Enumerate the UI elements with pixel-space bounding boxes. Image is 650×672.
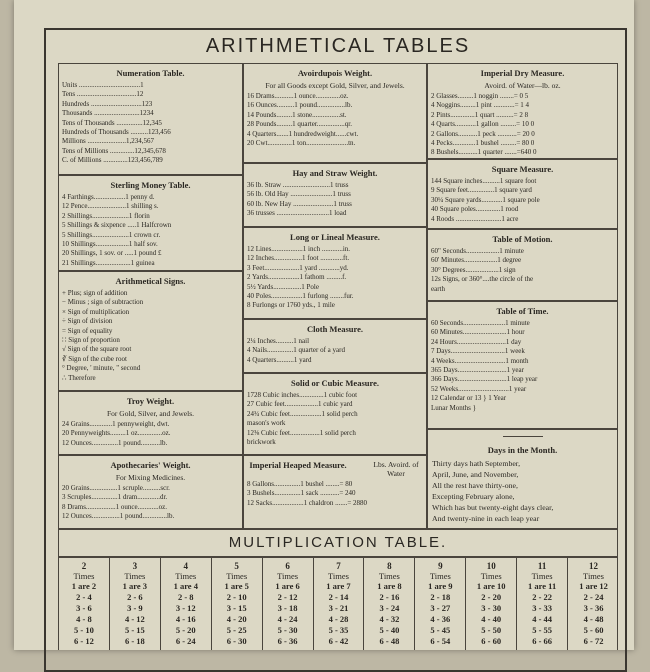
multiplication-row: 1 are 3 — [122, 581, 148, 591]
table-row: 28 Pounds.........1 quarter................qr. — [247, 120, 352, 129]
multiplication-column — [110, 558, 161, 650]
avoirdupois-table — [243, 63, 427, 163]
table-row: 8 Drams.................1 ounce............oz. — [62, 502, 167, 511]
multiplication-row: 2 - 24 — [583, 592, 604, 602]
multiplication-row: 3 - 21 — [328, 603, 349, 613]
apothecaries-rows — [59, 484, 242, 522]
solid-table — [243, 373, 427, 455]
multiplication-column-number: 3 — [132, 561, 138, 571]
motion-heading: Table of Motion. — [492, 234, 553, 244]
multiplication-row: 6 - 24 — [175, 636, 196, 646]
multiplication-column-number: 7 — [336, 561, 341, 571]
multiplication-column-number: 11 — [537, 561, 547, 571]
square-rows — [428, 177, 617, 224]
table-row: mason's work — [247, 419, 286, 428]
table-row: Tens of Millions ..............12,345,678 — [62, 146, 166, 155]
time-heading: Table of Time. — [496, 306, 549, 316]
table-row: 2 Shillings.....................1 florin — [62, 211, 150, 220]
table-row: Excepting February alone, — [432, 492, 515, 501]
multiplication-row: 2 - 12 — [277, 592, 298, 602]
multiplication-row: 6 - 48 — [379, 636, 400, 646]
troy-table — [58, 391, 243, 455]
table-row: Tens of Thousands ...............12,345 — [62, 118, 162, 127]
multiplication-times-label: Times — [583, 571, 604, 581]
multiplication-column — [263, 558, 314, 650]
table-row: 4 Roods ..........................1 acre — [431, 214, 519, 223]
multiplication-row: 3 - 9 — [127, 603, 143, 613]
table-row: Tens ..................................12 — [62, 90, 144, 99]
multiplication-row: 5 - 50 — [481, 625, 502, 635]
dry-sub: Avoird. of Water—lb. oz. — [484, 81, 561, 90]
table-row: 4 Nails...............1 quarter of a yard — [247, 346, 345, 355]
table-row: 30° Degrees...................1 sign — [431, 265, 516, 274]
apothecaries-heading: Apothecaries' Weight. — [110, 460, 191, 470]
table-row: 24 Grains.............1 pennyweight, dwt. — [62, 420, 170, 428]
cloth-heading: Cloth Measure. — [306, 324, 364, 334]
table-row: 12 Sacks..................1 chaldron .......= 2880 — [247, 498, 368, 507]
troy-rows — [59, 420, 242, 448]
table-row: 20 Cwt..............1 ton........................tn. — [247, 139, 356, 148]
table-row: 3 Feet....................1 yard ............yd. — [247, 263, 349, 272]
multiplication-row: 4 - 32 — [379, 614, 400, 624]
multiplication-times-label: Times — [277, 571, 299, 581]
table-row: 56 lb. Old Hay ........................1 truss — [247, 190, 351, 199]
multiplication-row: 3 - 6 — [76, 603, 92, 613]
table-row: 3 Bushels...............1 sack ...........= 240 — [247, 489, 356, 498]
multiplication-row: 2 - 16 — [379, 592, 400, 602]
multiplication-row: 5 - 20 — [175, 625, 196, 635]
table-row: 40 Square poles..............1 rood — [431, 205, 519, 214]
multiplication-row: 1 are 6 — [275, 581, 300, 591]
table-row: + Plus; sign of addition — [62, 289, 128, 297]
table-row: 4 Weeks.............................1 month — [431, 356, 529, 365]
table-row: earth — [431, 284, 445, 293]
multiplication-row: 4 - 44 — [532, 614, 553, 624]
table-row: 4 Noggins.........1 pint ............= 1 4 — [431, 101, 530, 110]
multiplication-row: 4 - 20 — [226, 614, 247, 624]
table-row: brickwork — [247, 438, 276, 447]
table-row: 2 Pints..............1 quart ..........= 2 8 — [431, 110, 529, 119]
multiplication-row: 5 - 55 — [532, 625, 553, 635]
multiplication-row: 4 - 48 — [583, 614, 604, 624]
multiplication-column-number: 12 — [589, 561, 599, 571]
multiplication-row: 3 - 36 — [583, 603, 604, 613]
multiplication-column — [212, 558, 263, 650]
multiplication-row: 1 are 11 — [528, 581, 557, 591]
multiplication-title: MULTIPLICATION TABLE. — [228, 534, 448, 551]
time-table — [427, 301, 618, 429]
multiplication-row: 1 are 2 — [71, 581, 97, 591]
multiplication-row: 5 - 60 — [583, 625, 604, 635]
table-row: 5 Shillings & sixpence .....1 Halfcrown — [62, 221, 172, 230]
dry-table — [427, 63, 618, 159]
table-row: 365 Days............................1 year — [431, 366, 524, 375]
table-row: 12 Pence......................1 shilling s. — [62, 202, 159, 211]
table-row: 60 lb. New Hay .......................1 truss — [247, 199, 352, 208]
multiplication-row: 6 - 54 — [430, 636, 451, 646]
multiplication-row: 3 - 24 — [379, 603, 400, 613]
days-rows — [428, 458, 617, 524]
cloth-rows — [244, 337, 426, 365]
multiplication-row: 1 are 10 — [476, 581, 506, 591]
table-row: 27 Cubic feet...................1 cubic yard — [247, 400, 353, 409]
numeration-table — [58, 63, 243, 175]
table-row: 20 Grains................1 scruple..........scr. — [62, 484, 170, 492]
table-row: 10 Shillings...................1 half sov. — [62, 240, 158, 249]
table-row: 36 lb. Straw ...........................1 truss — [247, 181, 349, 189]
multiplication-column-number: 5 — [234, 561, 239, 571]
multiplication-row: 5 - 35 — [328, 625, 349, 635]
hay-rows — [244, 181, 426, 219]
multiplication-times-label: Times — [480, 571, 502, 581]
multiplication-times-label: Times — [429, 571, 451, 581]
multiplication-row: 6 - 30 — [226, 636, 247, 646]
multiplication-column-number: 6 — [285, 561, 290, 571]
multiplication-row: 3 - 27 — [430, 603, 451, 613]
multiplication-row: 1 are 8 — [377, 581, 402, 591]
heaped-rows — [244, 480, 426, 508]
table-row: √ Sign of the square root — [62, 345, 132, 354]
table-row: 52 Weeks.............................1 year — [431, 384, 527, 393]
sterling-heading: Sterling Money Table. — [110, 180, 191, 190]
signs-rows — [59, 289, 242, 383]
table-row: 2¼ Inches..........1 nail — [247, 337, 310, 345]
multiplication-column-number: 2 — [81, 561, 87, 571]
table-row: ∴ Therefore — [62, 373, 96, 382]
multiplication-row: 6 - 66 — [532, 636, 553, 646]
table-row: × Sign of multiplication — [62, 307, 130, 316]
table-row: ° Degree, ' minute, " second — [62, 364, 141, 373]
avoirdupois-rows — [244, 92, 426, 148]
multiplication-row: 3 - 15 — [226, 603, 247, 613]
multiplication-times-label: Times — [175, 571, 197, 581]
table-row: C. of Millions ..............123,456,789 — [62, 156, 163, 165]
table-row: 5 Shillings.....................1 crown cr. — [62, 230, 161, 239]
table-row: 12 Ounces...............1 pound...........lb. — [62, 438, 168, 447]
multiplication-column — [568, 558, 618, 650]
table-row: Hundreds of Thousands ..........123,456 — [62, 128, 171, 137]
sterling-rows — [59, 193, 242, 268]
table-row: 24 Hours............................1 day — [431, 337, 522, 346]
hay-heading: Hay and Straw Weight. — [292, 168, 378, 178]
table-row: All the rest have thirty-one, — [432, 481, 518, 490]
table-row: Hundreds .............................123 — [62, 99, 153, 108]
table-row: 60" Seconds...................1 minute — [431, 247, 524, 255]
multiplication-row: 3 - 33 — [532, 603, 553, 613]
multiplication-row: 5 - 40 — [379, 625, 400, 635]
table-row: 1728 Cubic inches..............1 cubic foot — [247, 391, 358, 399]
table-row: − Minus ; sign of subtraction — [62, 298, 144, 307]
table-row: 16 Ounces..........1 pound................lb. — [247, 101, 353, 110]
multiplication-row: 2 - 14 — [328, 592, 349, 602]
multiplication-row: 2 - 8 — [177, 592, 194, 602]
table-row: 366 Days............................1 leap year — [431, 375, 538, 384]
multiplication-times-label: Times — [226, 571, 248, 581]
multiplication-times-label: Times — [73, 571, 95, 581]
days-rule — [503, 436, 543, 437]
dry-heading: Imperial Dry Measure. — [480, 68, 565, 78]
troy-sub: For Gold, Silver, and Jewels. — [107, 409, 194, 418]
table-row: 12 Inches................1 foot .............ft. — [247, 254, 350, 263]
table-row: Thirty days hath September, — [432, 459, 521, 468]
multiplication-row: 4 - 36 — [430, 614, 451, 624]
table-row: 60 Seconds........................1 minute — [431, 319, 530, 327]
multiplication-row: 2 - 4 — [76, 592, 92, 602]
multiplication-row: 5 - 25 — [226, 625, 247, 635]
table-row: 144 Square inches..........1 square foot — [431, 177, 537, 185]
multiplication-row: 3 - 12 — [175, 603, 196, 613]
apothecaries-table — [58, 455, 243, 529]
table-row: 12⅜ Cubic feet.................1 solid perch — [247, 428, 356, 437]
solid-heading: Solid or Cubic Measure. — [291, 378, 379, 388]
table-row: 9 Square feet...............1 square yard — [431, 186, 532, 195]
table-row: = Sign of equality — [62, 326, 113, 335]
multiplication-row: 6 - 12 — [74, 636, 94, 646]
linear-heading: Long or Lineal Measure. — [290, 232, 380, 242]
square-table — [427, 159, 618, 229]
table-row: Millions ......................1,234,567 — [62, 137, 154, 146]
multiplication-row: 4 - 8 — [76, 614, 92, 624]
multiplication-row: 1 are 5 — [224, 581, 249, 591]
dry-rows — [428, 92, 617, 158]
linear-rows — [244, 245, 426, 311]
table-row: 60 Minutes.........................1 hour — [431, 328, 525, 337]
table-row: 24¾ Cubic feet..................1 solid perch — [247, 409, 358, 418]
table-row: 12 Ounces................1 pound..............lb. — [62, 512, 175, 521]
table-row: 4 Quarts............1 gallon .........= 10 0 — [431, 120, 535, 129]
table-row: 12s Signs, or 360°....the circle of the — [431, 275, 534, 284]
numeration-heading: Numeration Table. — [116, 68, 185, 78]
multiplication-row: 6 - 42 — [328, 636, 349, 646]
page-title-box — [58, 32, 618, 62]
table-row: 60' Minutes...................1 degree — [431, 256, 522, 265]
table-row: 16 Drams...........1 ounce..............oz. — [247, 92, 349, 100]
multiplication-column-number: 9 — [438, 561, 443, 571]
table-row: 4 Quarters.......1 hundredweight......cwt. — [247, 129, 359, 138]
multiplication-row: 1 are 4 — [173, 581, 198, 591]
table-row: And twenty-nine in each leap year — [432, 514, 540, 523]
multiplication-row: 6 - 18 — [124, 636, 145, 646]
table-row: ∛ Sign of the cube root — [62, 354, 127, 363]
multiplication-row: 1 are 7 — [326, 581, 351, 591]
multiplication-row: 1 are 9 — [428, 581, 453, 591]
apothecaries-sub: For Mixing Medicines. — [115, 473, 186, 482]
hay-table — [243, 163, 427, 227]
multiplication-row: 5 - 15 — [124, 625, 145, 635]
motion-rows — [428, 247, 617, 294]
table-row: 40 Poles..................1 furlong ........fur. — [247, 292, 354, 301]
heaped-col-head: Lbs. Avoird. of Water — [373, 460, 419, 478]
multiplication-times-label: Times — [531, 571, 553, 581]
multiplication-times-label: Times — [378, 571, 400, 581]
table-row: ∷ Sign of proportion — [62, 336, 120, 345]
multiplication-column — [59, 558, 110, 650]
table-row: 4 Pecks.............1 bushel .........= 80 0 — [431, 139, 535, 148]
multiplication-column — [364, 558, 415, 650]
table-row: Which has but twenty-eight days clear, — [432, 503, 554, 512]
time-rows — [428, 319, 617, 413]
numeration-rows — [59, 81, 242, 166]
table-row: Units ...................................1 — [62, 81, 144, 89]
heaped-heading: Imperial Heaped Measure. — [249, 460, 347, 470]
multiplication-row: 3 - 18 — [277, 603, 298, 613]
multiplication-row: 6 - 36 — [277, 636, 298, 646]
square-heading: Square Measure. — [491, 164, 554, 174]
troy-heading: Troy Weight. — [126, 396, 175, 406]
signs-table — [58, 271, 243, 391]
motion-table — [427, 229, 618, 301]
multiplication-table — [58, 557, 618, 650]
table-row: 20 Pennyweights.........1 oz..............oz. — [62, 429, 171, 438]
table-row: Thousands ..........................1234 — [62, 109, 154, 118]
table-row: 12 Calendar or 13 } 1 Year — [431, 394, 507, 403]
multiplication-times-label: Times — [124, 571, 146, 581]
multiplication-row: 4 - 12 — [124, 614, 145, 624]
multiplication-row: 4 - 28 — [328, 614, 349, 624]
multiplication-row: 2 - 10 — [226, 592, 247, 602]
multiplication-row: 4 - 40 — [481, 614, 502, 624]
multiplication-row: 3 - 30 — [481, 603, 502, 613]
solid-rows — [244, 391, 426, 447]
multiplication-column — [466, 558, 517, 650]
table-row: 20 Shillings, 1 sov. or .....1 pound £ — [62, 249, 162, 258]
days-heading: Days in the Month. — [487, 445, 558, 455]
table-row: 2 Glasses.........1 noggin ........= 0 5 — [431, 92, 529, 100]
heaped-table — [243, 455, 427, 529]
multiplication-row: 4 - 16 — [175, 614, 196, 624]
table-row: 8 Gallons...............1 bushel ........= 80 — [247, 480, 353, 488]
days-table — [427, 429, 618, 529]
multiplication-row: 6 - 60 — [481, 636, 502, 646]
multiplication-row: 6 - 72 — [583, 636, 604, 646]
multiplication-row: 5 - 10 — [74, 625, 94, 635]
table-row: 12 Lines..................1 inch ............in. — [247, 245, 351, 253]
table-row: 3 Scruples...............1 dram.............dr. — [62, 493, 168, 502]
multiplication-column — [415, 558, 466, 650]
multiplication-column-number: 8 — [387, 561, 392, 571]
table-row: 30¼ Square yards............1 square pole — [431, 195, 540, 204]
multiplication-column — [517, 558, 568, 650]
multiplication-column — [314, 558, 365, 650]
linear-table — [243, 227, 427, 319]
avoirdupois-sub: For all Goods except Gold, Silver, and Jewels. — [265, 81, 405, 90]
multiplication-column-number: 10 — [486, 561, 496, 571]
table-row: ÷ Sign of division — [62, 317, 113, 326]
multiplication-title-box — [58, 529, 618, 557]
multiplication-row: 2 - 22 — [532, 592, 553, 602]
table-row: 8 Bushels...........1 quarter .......=640 0 — [431, 148, 537, 157]
multiplication-row: 5 - 30 — [277, 625, 298, 635]
multiplication-column — [161, 558, 212, 650]
signs-heading: Arithmetical Signs. — [115, 276, 186, 286]
multiplication-row: 5 - 45 — [430, 625, 451, 635]
table-row: 4 Quarters..........1 yard — [247, 355, 312, 364]
table-row: 5½ Yards................1 Pole — [247, 282, 319, 291]
multiplication-row: 2 - 18 — [430, 592, 451, 602]
table-row: 2 Yards..................1 fathom .........f. — [247, 273, 347, 282]
table-row: 14 Pounds.........1 stone................st. — [247, 110, 347, 119]
table-row: 8 Furlongs or 1760 yds., 1 mile — [247, 301, 335, 310]
page-title: ARITHMETICAL TABLES — [205, 35, 471, 57]
multiplication-row: 2 - 6 — [127, 592, 143, 602]
table-row: 7 Days...............................1 week — [431, 347, 525, 356]
table-row: 4 Farthings..................1 penny d. — [62, 193, 155, 201]
table-row: 21 Shillings....................1 guinea — [62, 258, 155, 267]
table-row: April, June, and November, — [432, 470, 519, 479]
multiplication-row: 4 - 24 — [277, 614, 298, 624]
multiplication-row: 1 are 12 — [579, 581, 608, 591]
multiplication-row: 2 - 20 — [481, 592, 502, 602]
multiplication-times-label: Times — [328, 571, 349, 581]
sterling-table — [58, 175, 243, 271]
table-row: 2 Gallons...........1 peck ...........= 20 0 — [431, 129, 535, 138]
avoirdupois-heading: Avoirdupois Weight. — [297, 68, 373, 78]
table-row: Lunar Months } — [431, 403, 476, 412]
multiplication-column-number: 4 — [183, 561, 189, 571]
table-row: 36 trusses ..............................1 load — [247, 209, 347, 218]
cloth-table — [243, 319, 427, 373]
